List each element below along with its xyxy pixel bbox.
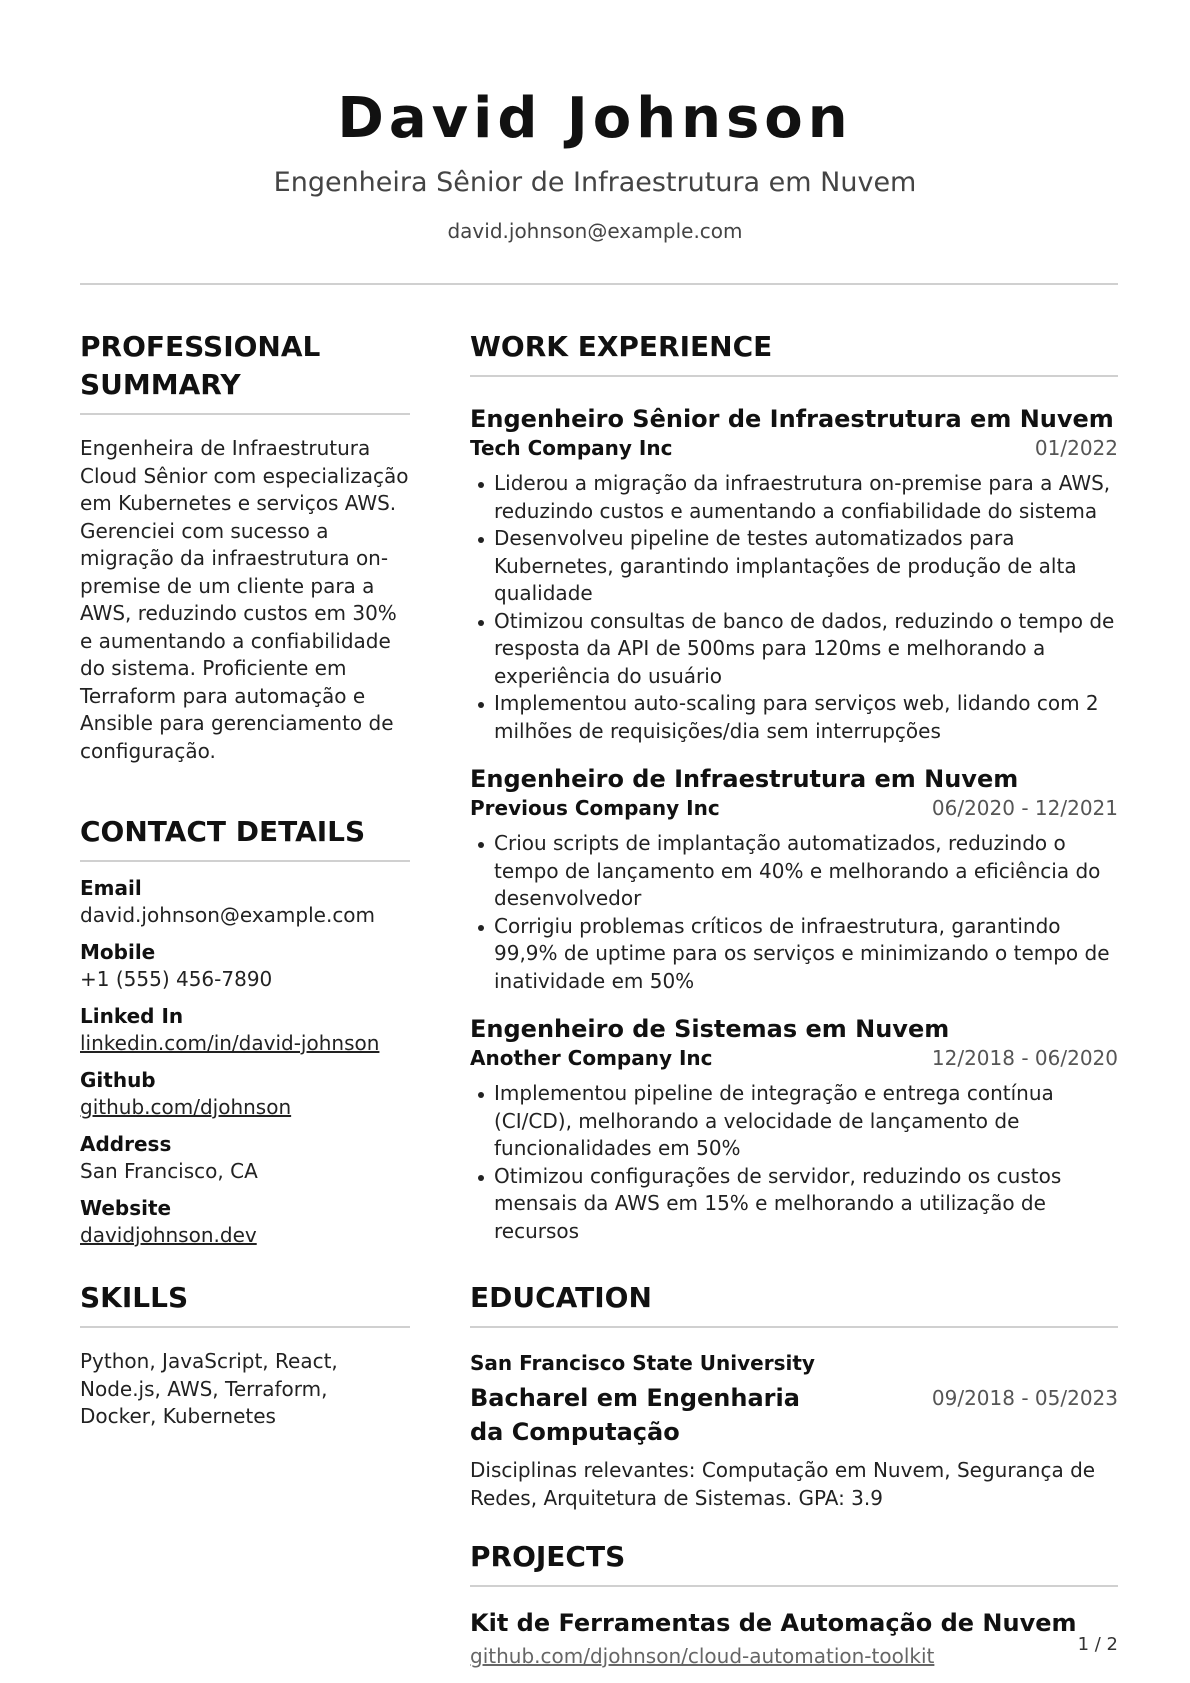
bullet-item: Implementou pipeline de integração e entrega contínua (CI/CD), melhorando a velocidade de lançamento de funcionalidades em 50% <box>494 1080 1118 1163</box>
left-column <box>80 328 410 1431</box>
skills-text: Python, JavaScript, React, Node.js, AWS, Terraform, Docker, Kubernetes <box>80 1349 338 1428</box>
contact-email <box>80 875 410 929</box>
section-divider <box>470 1585 1118 1587</box>
company-name: Tech Company Inc <box>470 436 673 460</box>
bullet-item: Otimizou consultas de banco de dados, reduzindo o tempo de resposta da API de 500ms para 120ms e melhorando a experiência do usuário <box>494 608 1118 691</box>
degree-row <box>470 1381 1118 1449</box>
job-title: Engenheiro de Sistemas em Nuvem <box>470 1015 950 1043</box>
contact-heading: CONTACT DETAILS <box>80 815 366 848</box>
resume-header <box>0 0 1190 244</box>
section-divider <box>470 1326 1118 1328</box>
bullet-item: Otimizou configurações de servidor, reduzindo os custos mensais da AWS em 15% e melhorando a utilização de recursos <box>494 1163 1118 1246</box>
experience-section <box>470 328 1118 1245</box>
education-entry <box>470 1350 1118 1512</box>
job-dates: 06/2020 - 12/2021 <box>931 796 1118 820</box>
school-name: San Francisco State University <box>470 1351 815 1375</box>
summary-text: Engenheira de Infraestrutura Cloud Sênior com especialização em Kubernetes e serviços AWS. Gerenciei com sucesso a migração da infraestrutura on-premise de um cliente para a AWS, reduzindo custos em 30% e aumentando a confiabilidade do sistema. Proficiente em Terraform para automação e Ansible para gerenciamento de configuração. <box>80 436 409 763</box>
summary-heading: PROFESSIONAL SUMMARY <box>80 330 321 401</box>
contact-label: Email <box>80 876 142 900</box>
job-bullets <box>470 470 1118 745</box>
contact-label: Github <box>80 1068 156 1092</box>
contact-linkedin <box>80 1003 410 1057</box>
bullet-item: Implementou auto-scaling para serviços web, lidando com 2 milhões de requisições/dia sem interrupções <box>494 690 1118 745</box>
mobile-value: +1 (555) 456-7890 <box>80 967 273 991</box>
candidate-title: Engenheira Sênior de Infraestrutura em Nuvem <box>273 167 917 198</box>
job-entry <box>470 403 1118 745</box>
experience-heading: WORK EXPERIENCE <box>470 330 773 363</box>
contact-label: Address <box>80 1132 172 1156</box>
email-value[interactable]: david.johnson@example.com <box>80 903 376 927</box>
job-bullets <box>470 830 1118 995</box>
education-description: Disciplinas relevantes: Computação em Nuvem, Segurança de Redes, Arquitetura de Sistemas. GPA: 3.9 <box>470 1458 1096 1510</box>
summary-section <box>80 328 410 765</box>
skills-heading: SKILLS <box>80 1281 189 1314</box>
job-dates: 01/2022 <box>1034 436 1118 460</box>
candidate-name: David Johnson <box>337 86 853 151</box>
projects-section <box>470 1538 1118 1670</box>
bullet-item: Desenvolveu pipeline de testes automatizados para Kubernetes, garantindo implantações de produção de alta qualidade <box>494 525 1118 608</box>
job-meta <box>470 1045 1118 1072</box>
section-divider <box>80 413 410 415</box>
bullet-item: Corrigiu problemas críticos de infraestrutura, garantindo 99,9% de uptime para os serviços e minimizando o tempo de inatividade em 50% <box>494 913 1118 996</box>
page-number: 1 / 2 <box>1077 1634 1118 1655</box>
website-link[interactable]: davidjohnson.dev <box>80 1223 257 1247</box>
education-section <box>470 1279 1118 1512</box>
address-value: San Francisco, CA <box>80 1159 258 1183</box>
github-link[interactable]: github.com/djohnson <box>80 1095 292 1119</box>
contact-list <box>80 875 410 1249</box>
projects-heading: PROJECTS <box>470 1540 626 1573</box>
job-dates: 12/2018 - 06/2020 <box>931 1046 1118 1070</box>
bullet-item: Criou scripts de implantação automatizados, reduzindo o tempo de lançamento em 40% e melhorando a eficiência do desenvolvedor <box>494 830 1118 913</box>
linkedin-link[interactable]: linkedin.com/in/david-johnson <box>80 1031 380 1055</box>
project-link[interactable]: github.com/djohnson/cloud-automation-toolkit <box>470 1644 935 1668</box>
section-divider <box>80 860 410 862</box>
contact-mobile <box>80 939 410 993</box>
section-divider <box>80 1326 410 1328</box>
education-heading: EDUCATION <box>470 1281 652 1314</box>
degree-title: Bacharel em Engenharia da Computação <box>470 1384 800 1446</box>
job-entry <box>470 1013 1118 1245</box>
contact-address <box>80 1131 410 1185</box>
job-bullets <box>470 1080 1118 1245</box>
job-title: Engenheiro Sênior de Infraestrutura em Nuvem <box>470 405 1114 433</box>
contact-section <box>80 813 410 1249</box>
header-divider <box>80 283 1118 285</box>
job-meta <box>470 795 1118 822</box>
section-divider <box>470 375 1118 377</box>
header-email[interactable]: david.johnson@example.com <box>447 219 743 243</box>
company-name: Previous Company Inc <box>470 796 720 820</box>
right-column <box>470 328 1118 1670</box>
skills-section <box>80 1279 410 1431</box>
company-name: Another Company Inc <box>470 1046 713 1070</box>
job-title: Engenheiro de Infraestrutura em Nuvem <box>470 765 1019 793</box>
project-title: Kit de Ferramentas de Automação de Nuvem <box>470 1609 1077 1637</box>
contact-label: Website <box>80 1196 172 1220</box>
contact-label: Mobile <box>80 940 156 964</box>
job-entry <box>470 763 1118 995</box>
bullet-item: Liderou a migração da infraestrutura on-premise para a AWS, reduzindo custos e aumentando a confiabilidade do sistema <box>494 470 1118 525</box>
education-dates: 09/2018 - 05/2023 <box>931 1386 1118 1410</box>
contact-github <box>80 1067 410 1121</box>
job-meta <box>470 435 1118 462</box>
contact-website <box>80 1195 410 1249</box>
contact-label: Linked In <box>80 1004 184 1028</box>
